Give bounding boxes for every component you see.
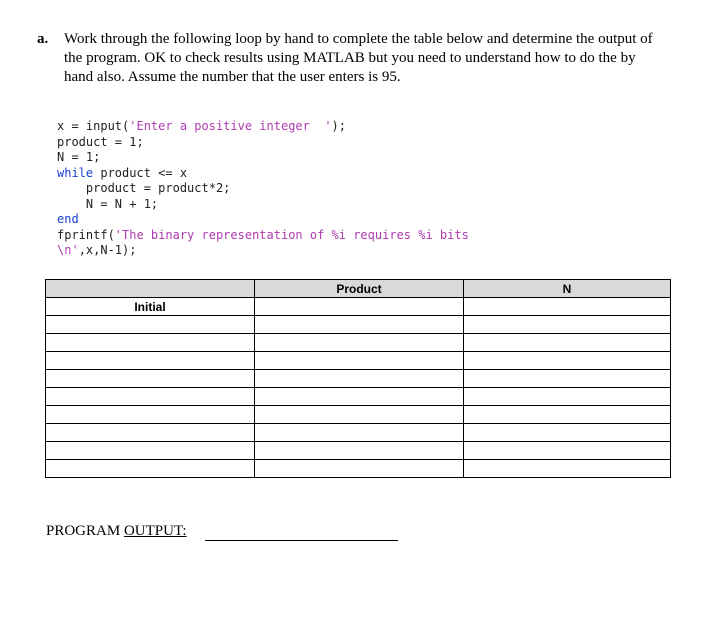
table-cell[interactable]: [46, 334, 255, 352]
table-row: [46, 370, 671, 388]
code-line-8: [57, 228, 469, 242]
header-cell: [46, 280, 255, 298]
table-cell[interactable]: [464, 424, 671, 442]
output-answer-line[interactable]: [205, 540, 398, 541]
table-cell[interactable]: [46, 406, 255, 424]
code-line-6: N = N + 1;: [57, 196, 159, 211]
table-cell[interactable]: [46, 370, 255, 388]
table-row: [46, 388, 671, 406]
trace-table: [45, 279, 671, 478]
question-label: a.: [37, 31, 49, 47]
code-string: \n': [57, 243, 79, 257]
table-row: [46, 352, 671, 370]
table-row: [46, 298, 671, 316]
code-string: 'Enter a positive integer ': [129, 119, 332, 133]
table-cell[interactable]: [46, 460, 255, 478]
table-cell[interactable]: [464, 352, 671, 370]
code-block: [57, 119, 469, 259]
table-cell[interactable]: [255, 442, 464, 460]
table-cell[interactable]: [255, 370, 464, 388]
table-cell[interactable]: [464, 388, 671, 406]
table-cell[interactable]: [464, 442, 671, 460]
table-row: [46, 424, 671, 442]
table-cell[interactable]: [464, 460, 671, 478]
table-header-row: [46, 280, 671, 298]
table-cell[interactable]: Initial: [46, 298, 255, 316]
table-cell[interactable]: [46, 442, 255, 460]
code-text: fprintf(: [57, 227, 115, 242]
code-line-4: [57, 166, 187, 180]
table-cell[interactable]: [46, 352, 255, 370]
code-text: x = input(: [57, 119, 130, 133]
output-label-underlined: OUTPUT:: [123, 523, 187, 539]
code-line-5: product = product*2;: [57, 181, 231, 195]
table-cell[interactable]: [255, 424, 464, 442]
header-cell: Product: [255, 280, 464, 298]
code-line-1: [57, 119, 346, 133]
code-line-9: [57, 243, 136, 257]
table-cell[interactable]: [46, 388, 255, 406]
table-cell[interactable]: [255, 316, 464, 334]
table-cell[interactable]: [255, 406, 464, 424]
table-cell[interactable]: [46, 316, 255, 334]
table-row: [46, 406, 671, 424]
table-cell[interactable]: [255, 352, 464, 370]
table-cell[interactable]: [464, 316, 671, 334]
program-output-label: [46, 523, 187, 540]
code-text: ,x,N-1);: [78, 243, 137, 257]
question: [37, 30, 657, 87]
table-cell[interactable]: [464, 298, 671, 316]
code-line-2: product = 1;: [57, 134, 144, 149]
code-text: product <= x: [93, 165, 188, 180]
output-label-prefix: PROGRAM: [46, 523, 124, 539]
table-cell[interactable]: [464, 370, 671, 388]
question-text: Work through the following loop by hand to complete the table below and determine the output of the program. OK to check results using MATLAB but you need to understand how to do the by hand also. Assume the number that the user enters is 95.: [64, 31, 653, 85]
table-cell[interactable]: [255, 388, 464, 406]
table-row: [46, 460, 671, 478]
table-cell[interactable]: [46, 424, 255, 442]
header-cell: N: [464, 280, 671, 298]
table-row: [46, 442, 671, 460]
table-row: [46, 334, 671, 352]
table-cell[interactable]: [464, 334, 671, 352]
code-line-3: N = 1;: [57, 150, 101, 164]
table-cell[interactable]: [464, 406, 671, 424]
table-cell[interactable]: [255, 298, 464, 316]
code-line-7: [57, 212, 79, 226]
code-string: 'The binary representation of %i requires %i bits: [114, 227, 469, 242]
code-keyword: while: [57, 165, 94, 180]
code-text: );: [331, 119, 346, 133]
code-keyword: end: [57, 212, 79, 226]
table-cell[interactable]: [255, 460, 464, 478]
table-cell[interactable]: [255, 334, 464, 352]
table-row: [46, 316, 671, 334]
